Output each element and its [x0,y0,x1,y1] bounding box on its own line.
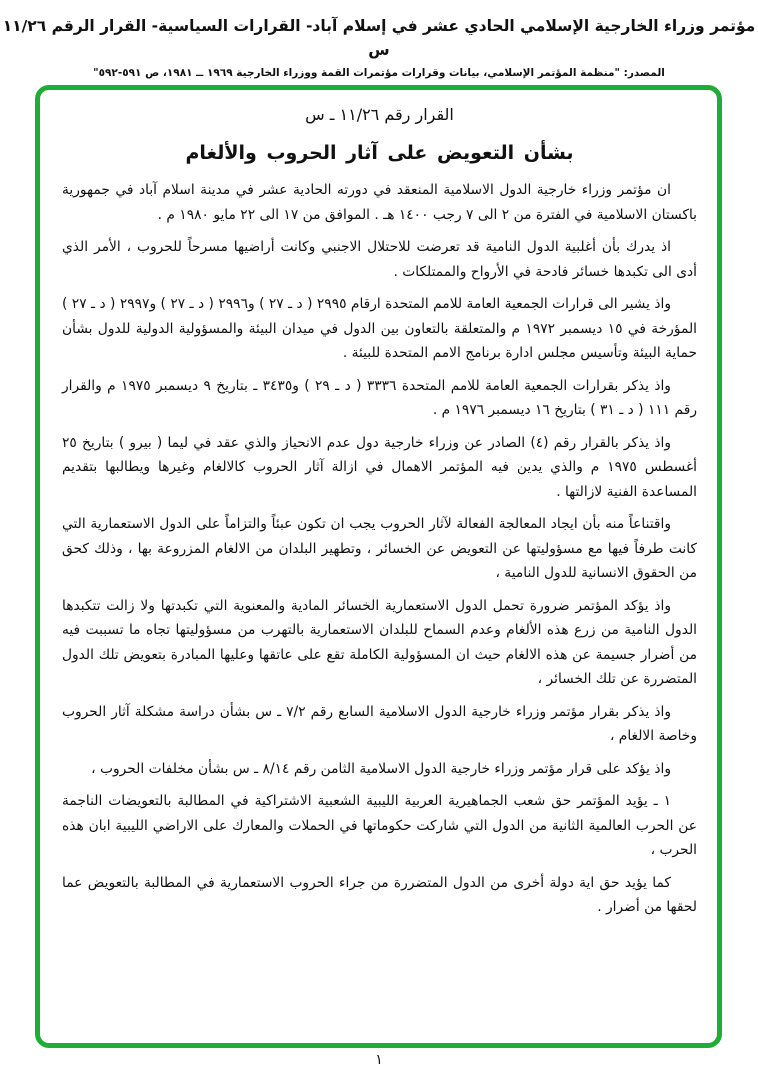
resolution-title: بشأن التعويض على آثار الحروب والألغام [185,142,574,164]
body-paragraph: ١ ـ يؤيد المؤتمر حق شعب الجماهيرية العربية الليبية الشعبية الاشتراكية في المطالبة بالتعويضات الناجمة عن الحرب العالمية الثانية من الدول التي شاركت حكوماتها في الحملات والمعارك على الاراضي الليبية ابان هذه الحرب ، [62,793,697,858]
body-paragraph: واذ يذكر بالقرار رقم (٤) الصادر عن وزراء خارجية دول عدم الانحياز والذي عقد في ليما ( بيرو ) بتاريخ ٢٥ أغسطس ١٩٧٥ م والذي يدين فيه المؤتمر الاهمال في ازالة آثار الحروب كالالغام وغيرها ويطالبها بتقديم المساعدة الفنية لازالتها . [62,434,697,500]
body-paragraph: واذ يذكر بقرار مؤتمر وزراء خارجية الدول الاسلامية السابع رقم ٧/٢ ـ س بشأن دراسة مشكلة آثار الحروب وخاصة الالغام ، [62,703,697,744]
body-paragraph: كما يؤيد حق اية دولة أخرى من الدول المتضررة من جراء الحروب الاستعمارية في المطالبة بالتعويض عما لحقها من أضرار . [62,874,697,915]
body-paragraph: واذ يؤكد على قرار مؤتمر وزراء خارجية الدول الاسلامية الثامن رقم ٨/١٤ ـ س بشأن مخلفات الحروب ، [91,760,671,777]
header-title: مؤتمر وزراء الخارجية الإسلامي الحادي عشر في إسلام آباد- القرارات السياسية- القرار الرقم ١١/٢٦ س [2,17,756,59]
resolution-number: القرار رقم ١١/٢٦ ـ س [305,105,454,124]
resolution-paragraphs [62,178,697,920]
header-source: المصدر: "منظمة المؤتمر الإسلامي، بيانات وقرارات مؤتمرات القمة ووزراء الخارجية ١٩٦٩ ــ ١٩٨١، ص ٥٩١-٥٩٢" [93,67,665,79]
body-paragraph: واذ يذكر بقرارات الجمعية العامة للامم المتحدة ٣٣٣٦ ( د ـ ٢٩ ) و٣٤٣٥ ـ بتاريخ ٩ ديسمبر ١٩٧٥ م والقرار رقم ١١١ ( د ـ ٣١ ) بتاريخ ١٦ ديسمبر ١٩٧٦ م . [62,377,697,418]
body-paragraph: ان مؤتمر وزراء خارجية الدول الاسلامية المنعقد في دورته الحادية عشر في مدينة اسلام آباد في جمهورية باكستان الاسلامية في الفترة من ٢ الى ٧ رجب ١٤٠٠ هـ . الموافق من ١٧ الى ٢٢ مايو ١٩٨٠ م . [62,182,697,223]
body-paragraph: واقتناعاً منه بأن ايجاد المعالجة الفعالة لآثار الحروب يجب ان تكون عبئاً والتزاماً على الدول الاستعمارية التي كانت طرفاً فيها مع مسؤوليتها عن التعويض عن الخسائر ، وتطهير البلدان من الالغام المزروعة بها ، وذلك كحق من الحقوق الانسانية للدول النامية ، [62,516,697,581]
body-paragraph: واذ يؤكد المؤتمر ضرورة تحمل الدول الاستعمارية الخسائر المادية والمعنوية التي تكبدتها ولا زالت تتكبدها الدول النامية من زرع هذه الألغام وعدم السماح للبلدان الاستعمارية بالتهرب من مسؤوليتها تجاه ما تسببت فيه من أضرار جسيمة عن هذه الالغام حيث ان المسؤولية الكاملة تقع على عاتقها وعليها المبادرة بتعويض تلك الدول المتضررة عن تلك الخسائر ، [62,597,697,687]
document-frame [35,85,722,1048]
page-number: ١ [375,1052,383,1068]
body-paragraph: واذ يشير الى قرارات الجمعية العامة للامم المتحدة ارقام ٢٩٩٥ ( د ـ ٢٧ ) و٢٩٩٦ ( د ـ ٢٧ ) و٢٩٩٧ ( د ـ ٢٧ ) المؤرخة في ١٥ ديسمبر ١٩٧٢ م والمتعلقة بالتعاون بين الدول في ميدان البيئة والمسؤولية الدولية للدول بشأن حماية البيئة وتأسيس مجلس ادارة برنامج الامم المتحدة للبيئة . [62,296,697,361]
body-paragraph: اذ يدرك بأن أغلبية الدول النامية قد تعرضت للاحتلال الاجنبي وكانت أراضيها مسرحاً للحروب ، الأمر الذي أدى الى تكبدها خسائر فادحة في الأرواح والممتلكات . [62,239,697,280]
document-header [0,14,758,82]
resolution-body [62,104,697,920]
